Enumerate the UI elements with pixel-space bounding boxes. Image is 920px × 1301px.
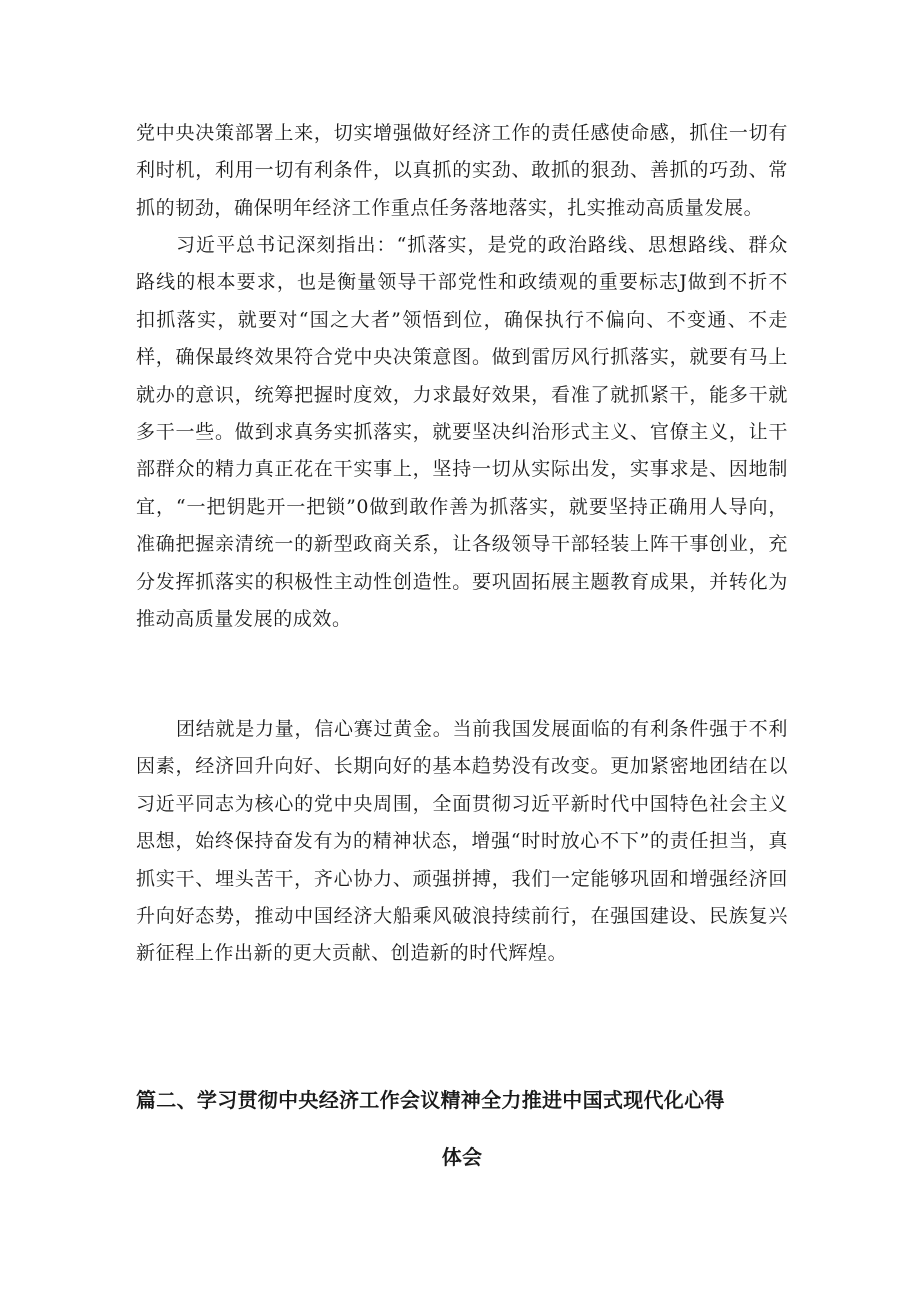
paragraph-quote-implementation: 习近平总书记深刻指出：“抓落实，是党的政治路线、思想路线、群众路线的根本要求，也是衡量领导干部党性和政绩观的重要标志J做到不折不扣抓落实，就要对“国之大者”领悟到位，确保执行不偏向、不变通、不走样，确保最终效果符合党中央决策意图。做到雷厉风行抓落实，就要有马上就办的意识，统筹把握时度效，力求最好效果，看准了就抓紧干，能多干就多干一些。做到求真务实抓落实，就要坚决纠治形式主义、官僚主义，让干部群众的精力真正花在干实事上，坚持一切从实际出发，实事求是、因地制宜，“一把钥匙开一把锁”0做到敢作善为抓落实，就要坚持正确用人导向，准确把握亲清统一的新型政商关系，让各级领导干部轻装上阵干事创业，充分发挥抓落实的积极性主动性创造性。要巩固拓展主题教育成果，并转化为推动高质量发展的成效。	[136, 234, 788, 631]
section-heading-line1: 篇二、学习贯彻中央经济工作会议精神全力推进中国式现代化心得	[136, 1088, 725, 1112]
paragraph-unity-confidence: 团结就是力量，信心赛过黄金。当前我国发展面临的有利条件强于不利因素，经济回升向好、长期向好的基本趋势没有改变。更加紧密地团结在以习近平同志为核心的党中央周围，全面贯彻习近平新时代中国特色社会主义思想，始终保持奋发有为的精神状态，增强“时时放心不下”的责任担当，真抓实干、埋头苦干，齐心协力、顽强拼搏，我们一定能够巩固和增强经济回升向好态势，推动中国经济大船乘风破浪持续前行，在强国建设、民族复兴新征程上作出新的更大贡献、创造新的时代辉煌。	[136, 718, 788, 965]
section-heading-line2: 体会	[441, 1145, 483, 1169]
paragraph-continuation: 党中央决策部署上来，切实增强做好经济工作的责任感使命感，抓住一切有利时机，利用一切有利条件，以真抓的实劲、敢抓的狠劲、善抓的巧劲、常抓的韧劲，确保明年经济工作重点任务落地落实，扎实推动高质量发展。	[136, 122, 788, 219]
